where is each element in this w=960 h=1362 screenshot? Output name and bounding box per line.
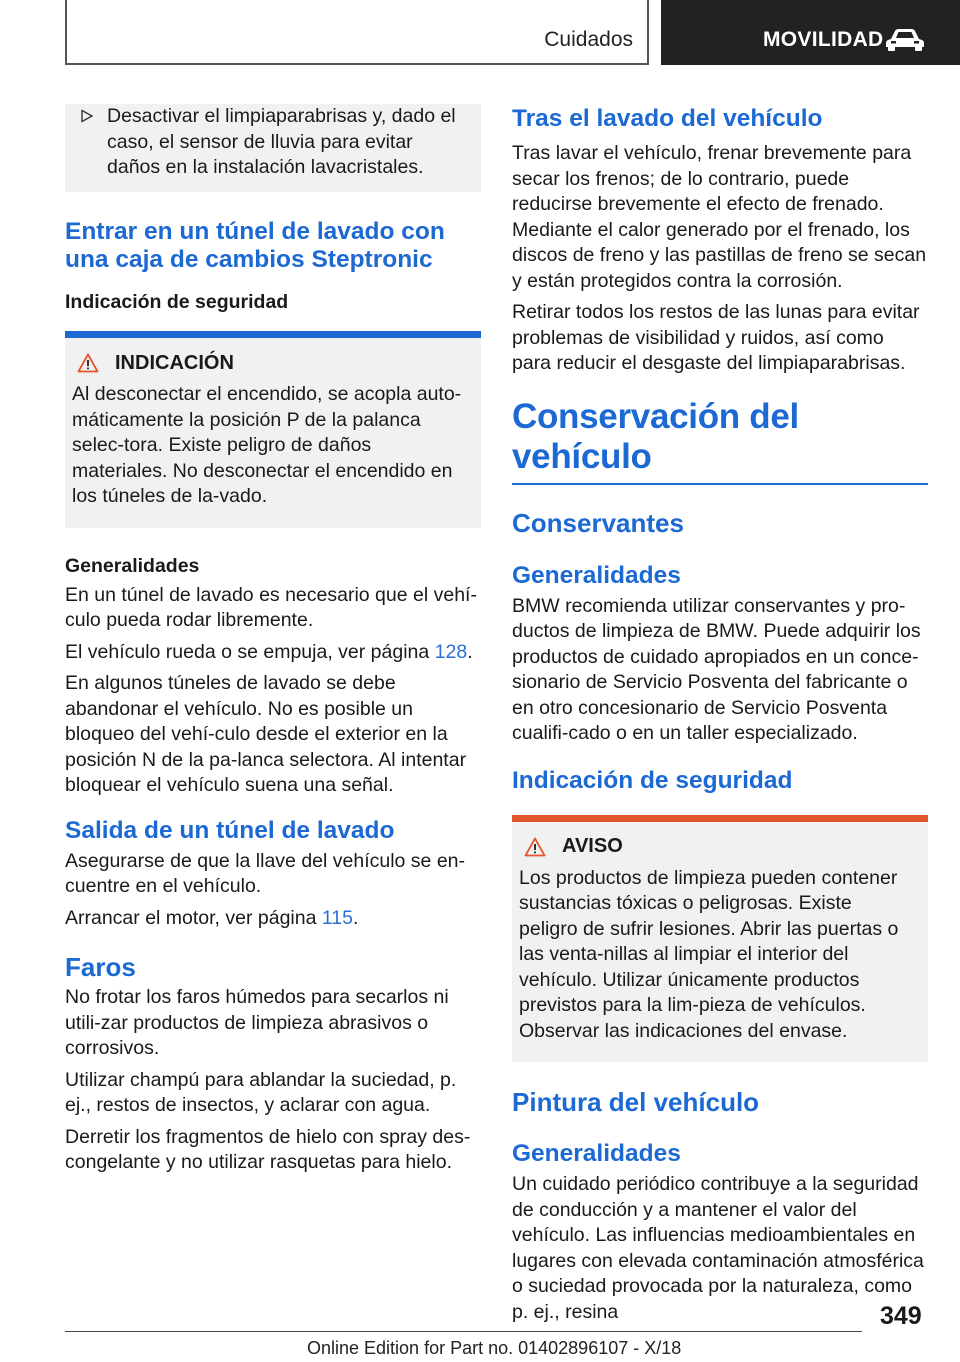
faros-title: Faros [65,952,136,982]
main-title: Conservación del vehículo [512,396,799,476]
list-item-text: Desactivar el limpiaparabrisas y, dado el caso, el sensor de lluvia para evitar daños en la instalación lavacristales. [107,105,456,178]
paint-general-title: Generalidades [512,1140,681,1167]
general-paragraph: BMW recomienda utilizar conservantes y pro-ductos de limpieza de BMW. Puede adquirir los productos de cuidado apropiados en un conce-sionario de Servicio Posventa del fabricante o en otro concesionario de Servicio Posventa cualifi-cado o en un taller especializado. [512,594,921,744]
warning-bar [512,815,928,822]
header-chapter-title: MOVILIDAD [763,28,884,51]
footer-rule [65,1331,862,1332]
safety-title: Indicación de seguridad [512,766,793,794]
faros-paragraph-2: Utilizar champú para ablandar la suciedad, p. ej., restos de insectos, y aclarar con agua. [65,1068,457,1116]
general-paragraph-3: En algunos túneles de lavado se debe abandonar el vehículo. No es posible un bloqueo del vehí-culo desde el exterior en la posición N de la pa-lanca selectora. Al intentar bloquear el vehículo suena una señal. [65,672,467,796]
notice-label: INDICACIÓN [115,351,234,374]
tunnel-title: Entrar en un túnel de lavado con una caja de cambios Steptronic [65,218,445,273]
warning-icon [77,353,99,373]
main-title-block [512,397,928,485]
exit-paragraph-1: Asegurarse de que la llave del vehículo se en-cuentre en el vehículo. [65,849,465,897]
after-wash-paragraph-1: Tras lavar el vehículo, frenar brevemente para secar los frenos; de lo contrario, puede reducirse brevemente el efecto de frenado. Mediante el calor generado por el frenado, los discos de freno y las pastillas de freno se secan y están protegidos contra la corrosión. [512,142,927,292]
general-title: Generalidades [512,561,681,589]
faros-paragraph-3: Derretir los fragmentos de hielo con spray des-congelante y no utilizar rasquetas para hielo. [65,1125,471,1173]
notice-text: Al desconectar el encendido, se acopla auto-máticamente la posición P de la palanca selec-tora. Existe peligro de daños materiales. No desconectar el encendido en los túneles de la-vado. [72,383,462,507]
header-chapter-box [661,0,960,65]
page-link-128[interactable]: 128 [434,640,468,663]
after-wash-title: Tras el lavado del vehículo [512,105,823,132]
notice-bar [65,331,481,338]
after-wash-paragraph-2: Retirar todos los restos de las lunas para evitar problemas de visibilidad y ruidos, así como para reducir el desgaste del limpiaparabrisas. [512,301,920,374]
general-heading: Generalidades [65,554,200,577]
paint-title: Pintura del vehículo [512,1087,760,1117]
exit-paragraph-2: Arrancar el motor, ver página 115. [65,906,359,929]
header-section-box [65,0,649,65]
warning-label: AVISO [562,835,623,857]
left-column [65,104,481,1182]
warning-box [512,815,928,1063]
warning-text: Los productos de limpieza pueden contener sustancias tóxicas o peligrosas. Existe peligro de sufrir lesiones. Abrir las puertas o las venta-nillas al limpiar el interior del vehículo. Utilizar únicamente productos previstos para la lim-pieza de vehículos. Observar las indicaciones del envase. [519,866,899,1042]
footer-edition: Online Edition for Part no. 01402896107 - X/18 [307,1338,682,1358]
page-number: 349 [880,1302,922,1330]
triangle-bullet-icon [81,109,93,123]
notice-box [65,331,481,528]
safety-heading: Indicación de seguridad [65,291,289,313]
page-link-115[interactable]: 115 [321,906,353,929]
header-section-title: Cuidados [544,28,633,51]
faros-paragraph-1: No frotar los faros húmedos para secarlos ni utili-zar productos de limpieza abrasivos o corrosivos. [65,986,449,1059]
conservantes-title: Conservantes [512,507,684,538]
list-item-box [65,104,481,192]
paint-paragraph: Un cuidado periódico contribuye a la seguridad de conducción y a mantener el valor del vehículo. Las influencias medioambientales en lugares con elevada contaminación atmosférica o suciedad provocada por la naturaleza, como p. ej., resina [512,1173,924,1323]
exit-title: Salida de un túnel de lavado [65,816,395,844]
warning-icon [524,837,546,857]
general-paragraph-1: En un túnel de lavado es necesario que el vehí-culo pueda rodar libremente. [65,583,477,631]
right-column [512,104,928,1331]
general-paragraph-2: El vehículo rueda o se empuja, ver página 128. [65,640,473,663]
car-icon [885,27,925,51]
